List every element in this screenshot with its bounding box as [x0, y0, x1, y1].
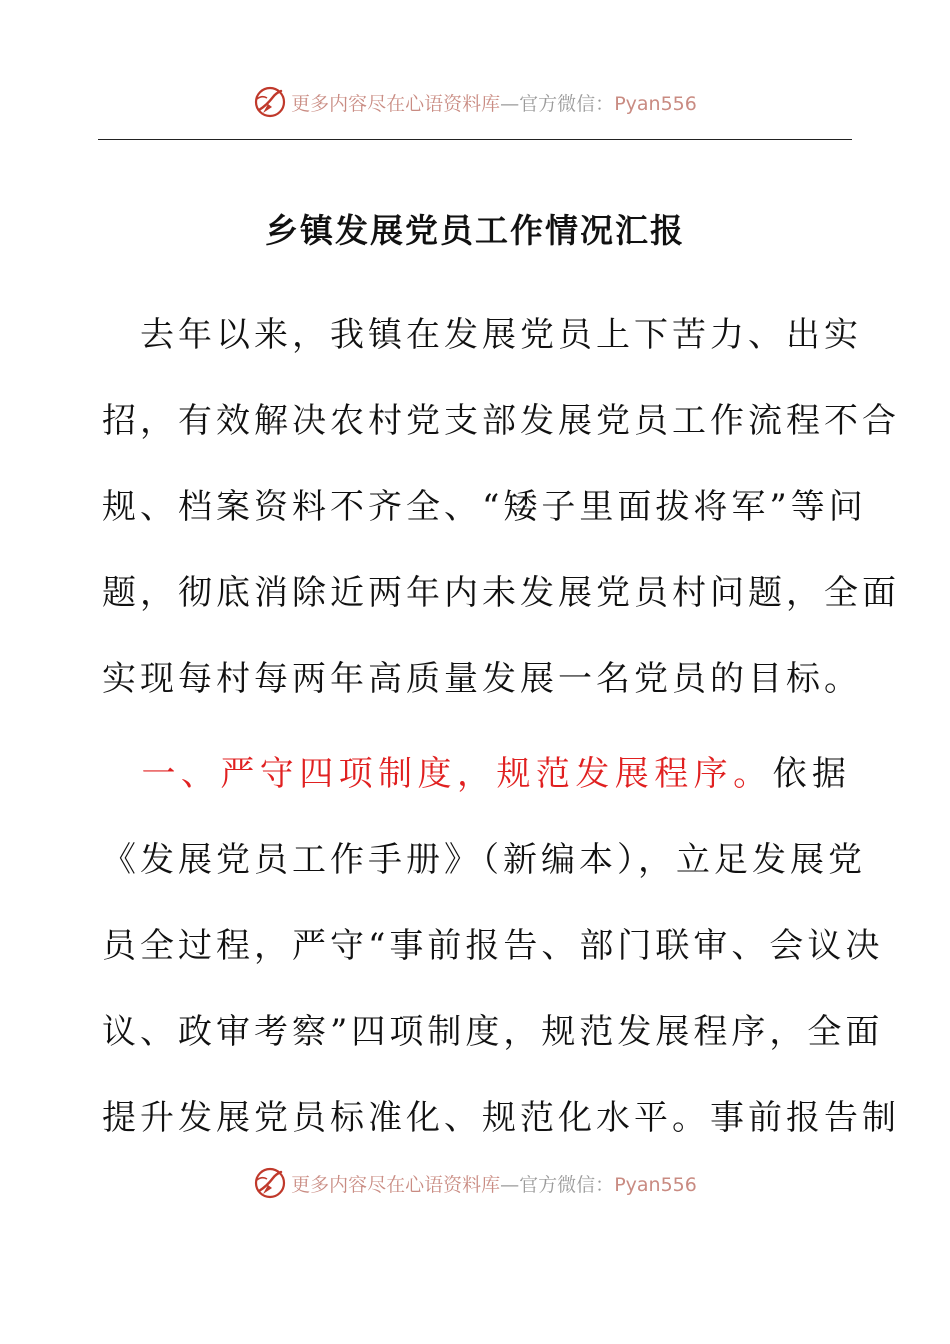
paragraph-line: 提升发展党员标准化、规范化水平。事前报告制	[102, 1098, 900, 1138]
header-watermark	[0, 82, 950, 122]
paragraph-line: 题，彻底消除近两年内未发展党员村问题，全面	[102, 573, 900, 613]
paragraph-section-one	[102, 731, 900, 1161]
watermark-dash: —	[500, 92, 520, 115]
footer-watermark	[0, 1163, 950, 1203]
pen-circle-logo-icon	[253, 1166, 287, 1200]
paragraph-intro	[102, 292, 900, 722]
section-heading: 一、严守四项制度，规范发展程序。	[102, 754, 773, 794]
paragraph-line: 《发展党员工作手册》（新编本），立足发展党	[102, 840, 866, 880]
header-divider	[98, 139, 852, 140]
watermark-site-text: 更多内容尽在心语资料库	[291, 92, 501, 115]
document-title: 乡镇发展党员工作情况汇报	[265, 211, 685, 250]
watermark-text	[291, 1170, 697, 1197]
watermark-wechat-id: Pyan556	[614, 1173, 697, 1196]
watermark-wechat-id: Pyan556	[614, 92, 697, 115]
paragraph-line: 招，有效解决农村党支部发展党员工作流程不合	[102, 401, 900, 441]
watermark-site-text: 更多内容尽在心语资料库	[291, 1173, 501, 1196]
pen-circle-logo-icon	[253, 85, 287, 119]
paragraph-line: 议、政审考察”四项制度，规范发展程序，全面	[102, 1012, 884, 1052]
section-heading-tail: 依据	[772, 754, 851, 794]
section-heading-line	[102, 731, 850, 817]
watermark-official-text: 官方微信：	[519, 92, 615, 115]
paragraph-line: 规、档案资料不齐全、“矮子里面拔将军”等问	[102, 487, 867, 527]
paragraph-line: 去年以来，我镇在发展党员上下苦力、出实	[102, 315, 862, 355]
watermark-text	[291, 89, 697, 116]
paragraph-line: 实现每村每两年高质量发展一名党员的目标。	[102, 659, 862, 699]
paragraph-line: 员全过程，严守“事前报告、部门联审、会议决	[102, 926, 884, 966]
watermark-official-text: 官方微信：	[519, 1173, 615, 1196]
watermark-dash: —	[500, 1173, 520, 1196]
